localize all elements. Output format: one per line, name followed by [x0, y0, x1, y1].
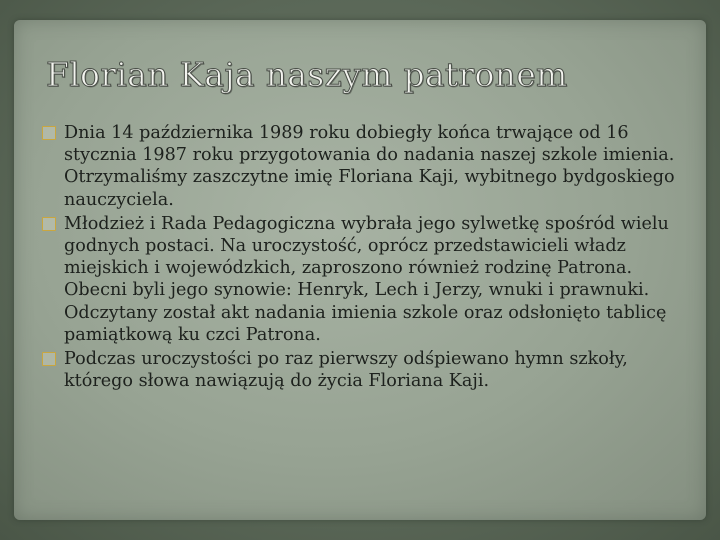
bullet-list	[42, 122, 682, 394]
checkbox-square-icon	[42, 126, 56, 140]
bullet-text: Młodzież i Rada Pedagogiczna wybrała jego sylwetkę spośród wielu godnych postaci. Na uroczystość, oprócz przedstawicieli władz miejskich i wojewódzkich, zaproszono również rodzinę Patrona. Obecni byli jego synowie: Henryk, Lech i Jerzy, wnuki i prawnuki. Odczytany został akt nadania imienia szkole oraz odsłonięto tablicę pamiątkową ku czci Patrona.	[64, 213, 669, 345]
bullet-item	[42, 213, 682, 346]
bullet-item	[42, 348, 682, 392]
checkbox-square-icon	[42, 217, 56, 231]
checkbox-square-icon	[42, 352, 56, 366]
slide-title: Florian Kaja naszym patronem	[46, 55, 568, 94]
bullet-item	[42, 122, 682, 211]
bullet-text: Dnia 14 października 1989 roku dobiegły końca trwające od 16 stycznia 1987 roku przygotowania do nadania naszej szkole imienia. Otrzymaliśmy zaszczytne imię Floriana Kaji, wybitnego bydgoskiego nauczyciela.	[64, 123, 675, 210]
bullet-text: Podczas uroczystości po raz pierwszy odśpiewano hymn szkoły, którego słowa nawiązują do życia Floriana Kaji.	[64, 349, 628, 392]
